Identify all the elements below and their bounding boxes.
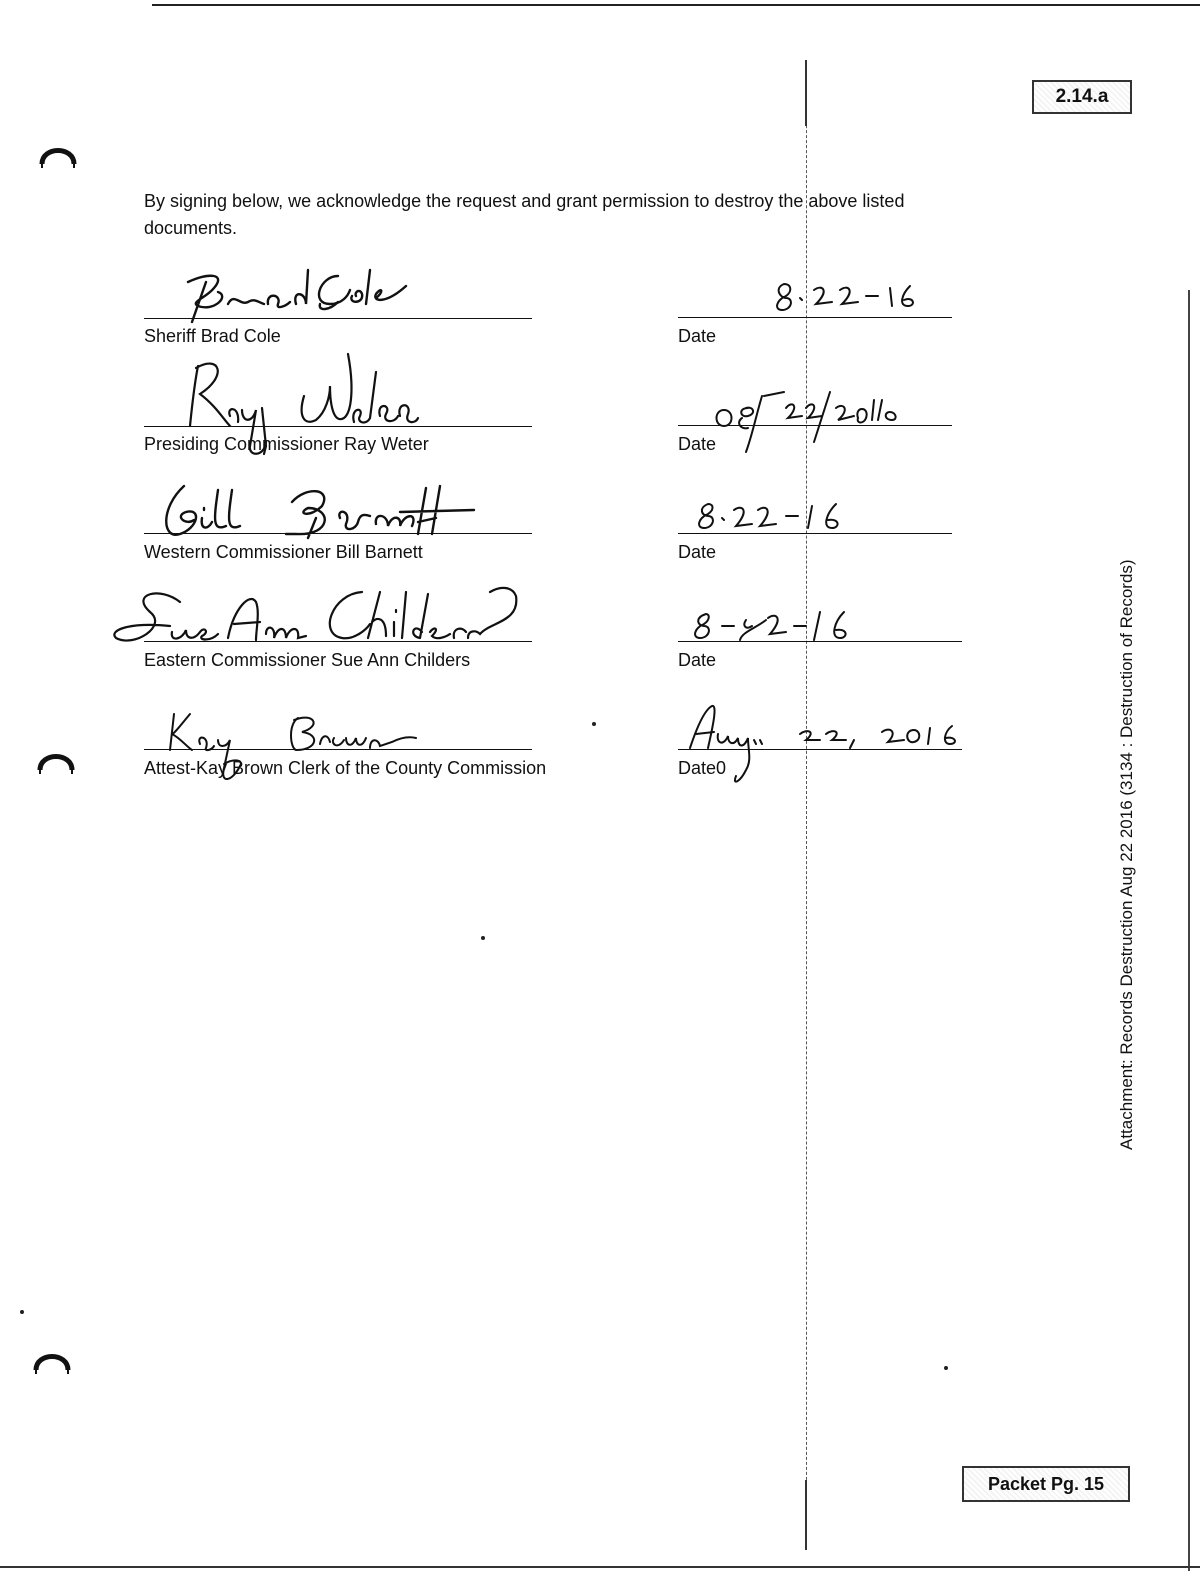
date-line: [678, 317, 952, 318]
date-label: Date0: [678, 758, 727, 778]
date-line: [678, 641, 962, 642]
punch-hole-icon: [38, 132, 78, 172]
fold-line-segment: [805, 1480, 807, 1550]
scan-speck: [481, 936, 485, 940]
acknowledgement-paragraph: By signing below, we acknowledge the request and grant permission to destroy the above listed documents.: [144, 191, 905, 238]
fold-line-segment: [805, 60, 807, 126]
packet-page-badge: Packet Pg. 15: [962, 1466, 1130, 1502]
scan-speck: [592, 722, 596, 726]
signatory-name: Attest-Kay Brown Clerk of the County Commission: [144, 758, 547, 778]
date-line: [678, 533, 952, 534]
signature-line: [144, 318, 532, 319]
agenda-item-badge: 2.14.a: [1032, 80, 1132, 114]
signature-line: [144, 533, 532, 534]
signature-bill-barnett: [156, 478, 476, 544]
signatory-name: Eastern Commissioner Sue Ann Childers: [144, 650, 471, 670]
handwritten-date-3: [694, 498, 854, 538]
signature-line: [144, 749, 532, 750]
date-label: Date: [678, 434, 717, 454]
signature-brad-cole: [170, 262, 430, 324]
signature-line: [144, 426, 532, 427]
date-label: Date: [678, 326, 717, 346]
attachment-side-caption: Attachment: Records Destruction Aug 22 2016 (3134 : Destruction of Records): [1117, 559, 1136, 1150]
scan-speck: [944, 1366, 948, 1370]
page-edge-right: [1188, 290, 1190, 1571]
signature-sue-ann-childers: [110, 582, 530, 654]
handwritten-date-2: [706, 386, 906, 454]
scan-speck: [20, 1310, 24, 1314]
punch-hole-icon: [32, 1338, 72, 1378]
date-line: [678, 749, 962, 750]
date-line: [678, 425, 952, 426]
date-label: Date: [678, 542, 717, 562]
signatory-name: Presiding Commissioner Ray Weter: [144, 434, 429, 454]
signatory-name: Sheriff Brad Cole: [144, 326, 281, 346]
signature-line: [144, 641, 532, 642]
punch-hole-icon: [36, 738, 76, 778]
page-edge-top: [152, 4, 1200, 6]
handwritten-date-4: [680, 606, 860, 646]
signatory-name: Western Commissioner Bill Barnett: [144, 542, 423, 562]
handwritten-date-1: [770, 276, 930, 318]
date-label: Date: [678, 650, 717, 670]
page-edge-bottom: [0, 1566, 1200, 1568]
